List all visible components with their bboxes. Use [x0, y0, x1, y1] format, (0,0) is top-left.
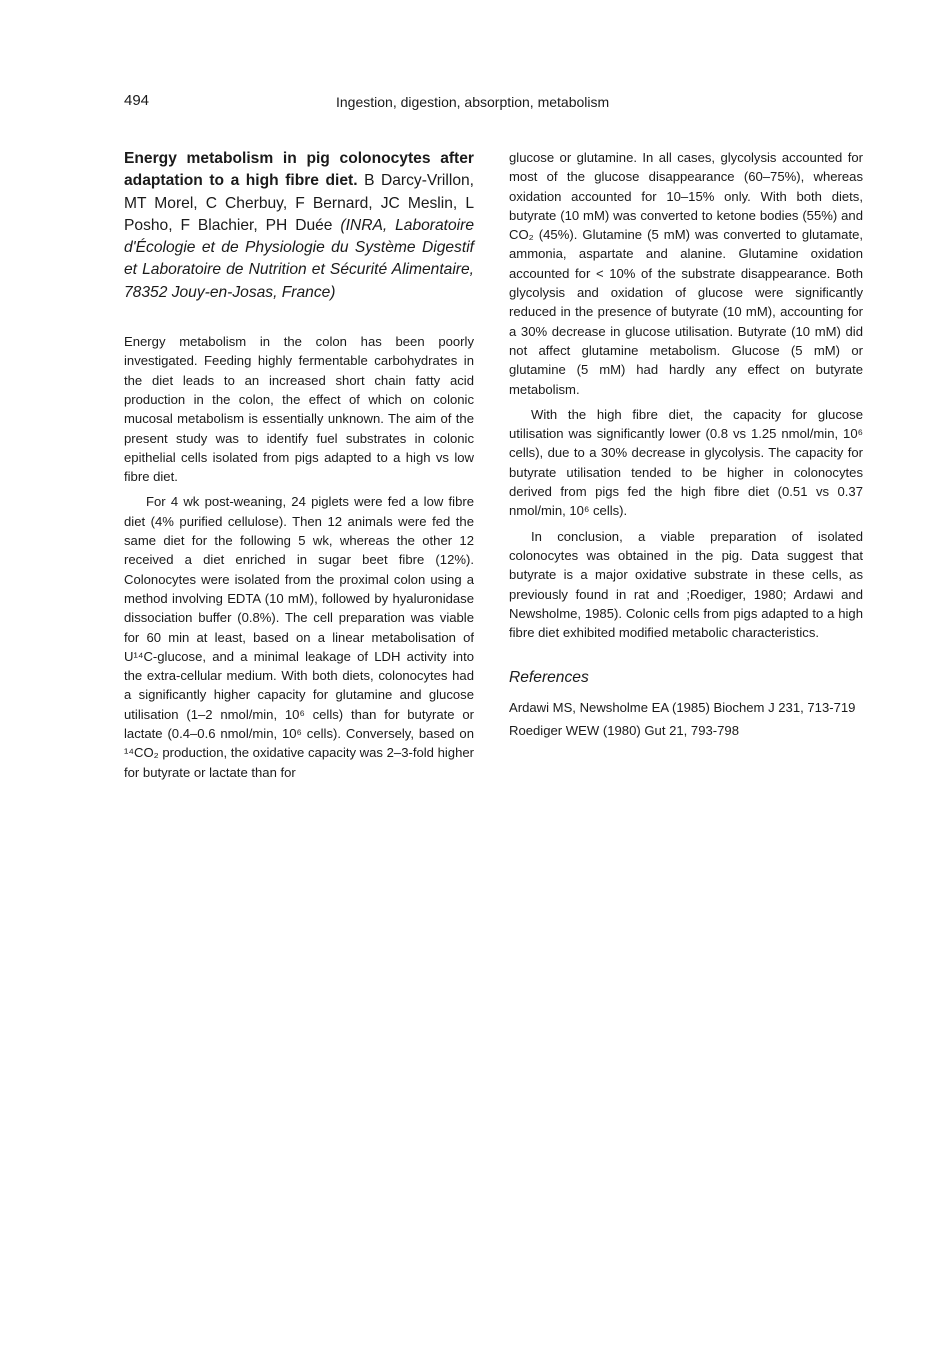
- reference-item: Roediger WEW (1980) Gut 21, 793-798: [509, 723, 739, 739]
- right-column: [509, 148, 863, 744]
- references-list: [509, 698, 863, 741]
- paragraph-intro: Energy metabolism in the colon has been poorly investigated. Feeding highly fermentable carbohydrates in the diet leads to an increased short chain fatty acid production in the colon, the effect of which on colonic mucosal metabolism is essentially unknown. The aim of the present study was to identify fuel substrates in colonic epithelial cells isolated from pigs adapted to a high vs low fibre diet.: [124, 334, 474, 485]
- references-heading: References: [509, 669, 589, 687]
- running-head: [124, 92, 864, 114]
- running-title: Ingestion, digestion, absorption, metabolism: [336, 94, 610, 110]
- paragraph-conclusion: In conclusion, a viable preparation of isolated colonocytes was obtained in the pig. Data suggest that butyrate is a major oxidative substrate in these cells, as previously found in rat and ;Roediger, 1980; Ardawi and Newsholme, 1985). Colonic cells from pigs adapted to a high fibre diet exhibited modified metabolic characteristics.: [509, 528, 863, 641]
- article-authors: B Darcy-Vrillon, MT Morel, C Cherbuy, F Bernard, JC Meslin, L Posho, F Blachier, PH Duée: [124, 172, 474, 234]
- article-header: [124, 148, 474, 304]
- left-column: [124, 148, 474, 788]
- article-title: Energy metabolism in pig colonocytes after adaptation to a high fibre diet.: [124, 150, 474, 190]
- paragraph-methods-results: For 4 wk post-weaning, 24 piglets were fed a low fibre diet (4% purified cellulose). Then 12 animals were fed the same diet for the following 5 wk, whereas the other 12 received a diet enriched in sugar beet fibre (12%). Colonocytes were isolated from the proximal colon using a method involving EDTA (10 mM), followed by hyaluronidase dissociation buffer (0.8%). The cell preparation was viable for 60 min at least, based on a linear metabolisation of U¹⁴C-glucose, and a minimal leakage of LDH activity into the extra-cellular medium. With both diets, colonocytes had a significantly higher capacity for glutamine and glucose utilisation (1–2 nmol/min, 10⁶ cells) than for butyrate or lactate (0.4–0.6 nmol/min, 10⁶ cells). Conversely, based on ¹⁴CO₂ production, the oxidative capacity was 2–3-fold higher for butyrate or lactate than for: [124, 494, 474, 780]
- article-affiliation: (INRA, Laboratoire d'Écologie et de Physiologie du Système Digestif et Laboratoire de Nutrition et Sécurité Alimentaire, 78352 Jouy-en-Josas, France): [124, 216, 474, 301]
- paragraph-high-fibre: With the high fibre diet, the capacity for glucose utilisation was significantly lower (0.8 vs 1.25 nmol/min, 10⁶ cells), due to a 30% decrease in glycolysis. The capacity for butyrate utilisation tended to be higher in colonocytes derived from pigs fed the high fibre diet (0.51 vs 0.37 nmol/min, 10⁶ cells).: [509, 406, 863, 519]
- paragraph-results-continued: glucose or glutamine. In all cases, glycolysis accounted for most of the glucose disappearance (60–75%), whereas oxidation accounted for 10–15% only. With both diets, butyrate (10 mM) was converted to ketone bodies (55%) and CO₂ (45%). Glutamine (5 mM) was converted to glutamate, ammonia, aspartate and alanine. Glutamine oxidation accounted for < 10% of the substrate disappearance. Both glycolysis and oxidation of glucose were significantly reduced in the presence of butyrate (10 mM), accounting for a 30% decrease in glucose utilisation. Butyrate (10 mM) did not affect glutamine metabolism. Glucose (5 mM) or glutamine (5 mM) had hardly any effect on butyrate metabolism.: [509, 150, 863, 397]
- page-number: 494: [124, 92, 150, 109]
- reference-item: Ardawi MS, Newsholme EA (1985) Biochem J 231, 713-719: [509, 699, 856, 715]
